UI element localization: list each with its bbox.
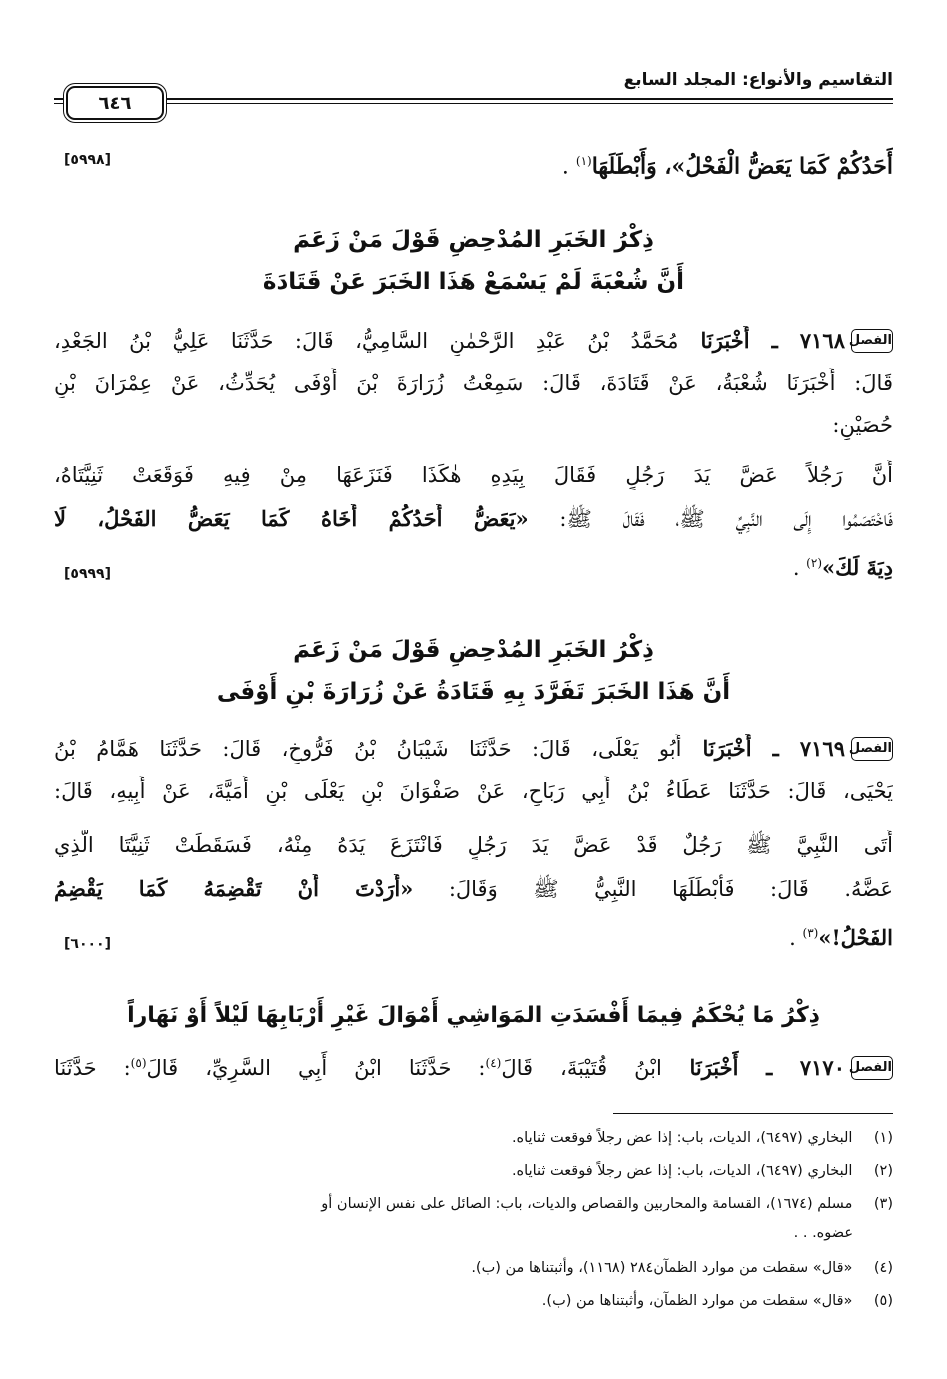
hadith-line: قَالَ: أَخْبَرَنَا شُعْبَةُ، عَنْ قَتَادَةَ، قَالَ: سَمِعْتُ زُرَارَةَ بْنَ أَوْفَى يُحَدِّثُ، عَنْ عِمْرَانَ بْنِ — [54, 371, 893, 395]
hadith-reference: [٥٩٩٩] — [64, 566, 111, 582]
hadith-number: ٧١٦٨ — [799, 328, 845, 353]
punctuation: . — [792, 556, 807, 580]
footnote-text: «قال» سقطت من موارد الظمآن٢٨٤ (١١٦٨)، وأثبتناها من (ب). — [471, 1260, 853, 1276]
isnad-text: : حَدَّثَنَا ابْنُ أَبِي السَّرِيِّ، قَالَ — [146, 1056, 486, 1080]
akhbarana: ـ أَخْبَرَنَا — [678, 328, 800, 353]
footnote-rule — [613, 1113, 893, 1114]
matn-text: عَضَّهُ. قَالَ: فَأَبْطَلَهَا النَّبِيُّ ﷺ وَقَالَ: — [413, 877, 893, 901]
footnote-number: (٣) — [873, 1196, 893, 1212]
hadith-line: أَنَّ رَجُلاً عَضَّ يَدَ رَجُلٍ فَقَالَ بِيَدِهِ هٰكَذَا فَنَزَعَهَا مِنْ فِيهِ فَوَقَعَتْ ثَنِيَّتَاهُ، — [54, 463, 893, 487]
footnote — [54, 1193, 893, 1215]
footnote-marker: (٢) — [806, 556, 822, 570]
fasl-badge: الفصل — [851, 737, 893, 761]
prophet-quote: الفَحْلُ!» — [818, 925, 893, 950]
footnote-number: (٥) — [873, 1293, 893, 1309]
page-number: ٦٤٦ — [66, 86, 164, 120]
section-heading: ذِكْرُ الخَبَرِ المُدْحِضِ قَوْلَ مَنْ زَعَمَ — [293, 637, 654, 663]
footnote-marker: (٤) — [485, 1056, 502, 1070]
footnote-marker: (٥) — [130, 1056, 147, 1070]
prophet-quote: «أَرَدْتَ أَنْ تَقْضِمَهُ كَمَا يَقْضِمُ — [54, 876, 414, 901]
hadith-line: حُصَيْنٍ: — [832, 413, 893, 437]
matn-text: فَاخْتَصَمُوا إِلَى النَّبِيِّ ﷺ، فَقَالَ ﷺ: — [528, 507, 893, 531]
hadith-line — [54, 734, 893, 764]
hadith-line — [54, 1048, 893, 1083]
footnote-marker: (١) — [575, 154, 592, 168]
section-heading: ذِكْرُ الخَبَرِ المُدْحِضِ قَوْلَ مَنْ زَعَمَ — [293, 227, 654, 253]
hadith-reference: [٦٠٠٠] — [64, 936, 111, 952]
running-header-title: التقاسيم والأنواع: المجلد السابع — [623, 70, 893, 90]
hadith-line — [54, 548, 893, 583]
prophet-quote: دِيَةَ لَكَ» — [822, 555, 893, 580]
fasl-badge: الفصل — [851, 329, 893, 353]
isnad-text: أَبُو يَعْلَى، قَالَ: حَدَّثَنَا شَيْبَانُ بْنُ فَرُّوخٍ، قَالَ: حَدَّثَنَا هَمَّامُ بْنُ — [54, 737, 682, 761]
footnote-number: (٤) — [873, 1260, 893, 1276]
hadith-line: يَحْيَى، قَالَ: حَدَّثَنَا عَطَاءُ بْنُ أَبِي رَبَاحٍ، عَنْ صَفْوَانَ بْنِ يَعْلَى بْنِ أُمَيَّةَ، عَنْ أَبِيهِ، قَالَ: — [54, 779, 893, 803]
footnote-text: «قال» سقطت من موارد الظمآن، وأثبتناها من (ب). — [541, 1293, 853, 1309]
footnote-text: البخاري (٦٤٩٧)، الديات، باب: إذا عض رجلاً فوقعت ثناياه. — [511, 1163, 853, 1179]
isnad-text: ابْنُ قُتَيْبَةَ، قَالَ — [501, 1056, 662, 1080]
prophet-quote: «يَعَضُّ أَحَدُكُمْ أَخَاهُ كَمَا يَعَضُّ الفَحْلُ، لَا — [54, 506, 529, 531]
footnote-text: مسلم (١٦٧٤)، القسامة والمحاربين والقصاص والديات، باب: الصائل على نفس الإنسان أو — [321, 1196, 853, 1212]
hadith-reference: [٥٩٩٨] — [64, 152, 111, 168]
header-rule — [54, 98, 893, 100]
hadith-line — [54, 504, 893, 534]
punctuation: . — [789, 926, 803, 950]
continuation-line — [54, 146, 893, 182]
footnote-text: البخاري (٦٤٩٧)، الديات، باب: إذا عض رجلاً فوقعت ثناياه. — [511, 1130, 853, 1146]
header-rule-thin — [54, 103, 893, 104]
footnote-marker: (٣) — [802, 926, 819, 940]
footnote — [54, 1257, 893, 1279]
section-heading: ذِكْرُ مَا يُحْكَمُ فِيمَا أَفْسَدَتِ المَوَاشِي أَمْوَالَ غَيْرِ أَرْبَابِهَا لَيْلاً أَوْ نَهَاراً — [127, 1003, 820, 1028]
hadith-number: ٧١٦٩ — [799, 736, 845, 761]
section-heading: أَنَّ هَذَا الخَبَرَ تَفَرَّدَ بِهِ قَتَادَةُ عَنْ زُرَارَةَ بْنِ أَوْفَى — [216, 679, 731, 705]
akhbarana: ـ أَخْبَرَنَا — [661, 1055, 800, 1080]
section-heading: أَنَّ شُعْبَةَ لَمْ يَسْمَعْ هَذَا الخَبَرَ عَنْ قَتَادَةَ — [262, 269, 685, 295]
footnote-number: (١) — [873, 1130, 893, 1146]
hadith-line — [54, 918, 893, 953]
isnad-text: : حَدَّثَنَا — [54, 1056, 131, 1080]
hadith-line: أَتَى النَّبِيَّ ﷺ رَجُلٌ قَدْ عَضَّ يَدَ رَجُلٍ فَانْتَزَعَ يَدَهُ مِنْهُ، فَسَقَطَتْ ثَنِيَّتَا الَّذِي — [54, 833, 893, 857]
punctuation: . — [561, 154, 576, 180]
hadith-number: ٧١٧٠ — [799, 1055, 845, 1080]
footnote — [54, 1127, 893, 1149]
fasl-badge: الفصل — [851, 1056, 893, 1080]
footnote-number: (٢) — [873, 1163, 893, 1179]
footnote — [54, 1160, 893, 1182]
footnote — [54, 1290, 893, 1312]
hadith-line — [54, 874, 893, 904]
footnote-continuation: عضوه. . . — [793, 1225, 853, 1241]
akhbarana: ـ أَخْبَرَنَا — [681, 736, 800, 761]
hadith-text: أَحَدُكُمْ كَمَا يَعَضُّ الْفَحْلُ»، وَأَبْطَلَهَا — [591, 153, 893, 180]
hadith-line — [54, 326, 893, 356]
isnad-text: مُحَمَّدُ بْنُ عَبْدِ الرَّحْمٰنِ السَّامِيُّ، قَالَ: حَدَّثَنَا عَلِيُّ بْنُ الجَعْدِ، — [54, 329, 679, 353]
